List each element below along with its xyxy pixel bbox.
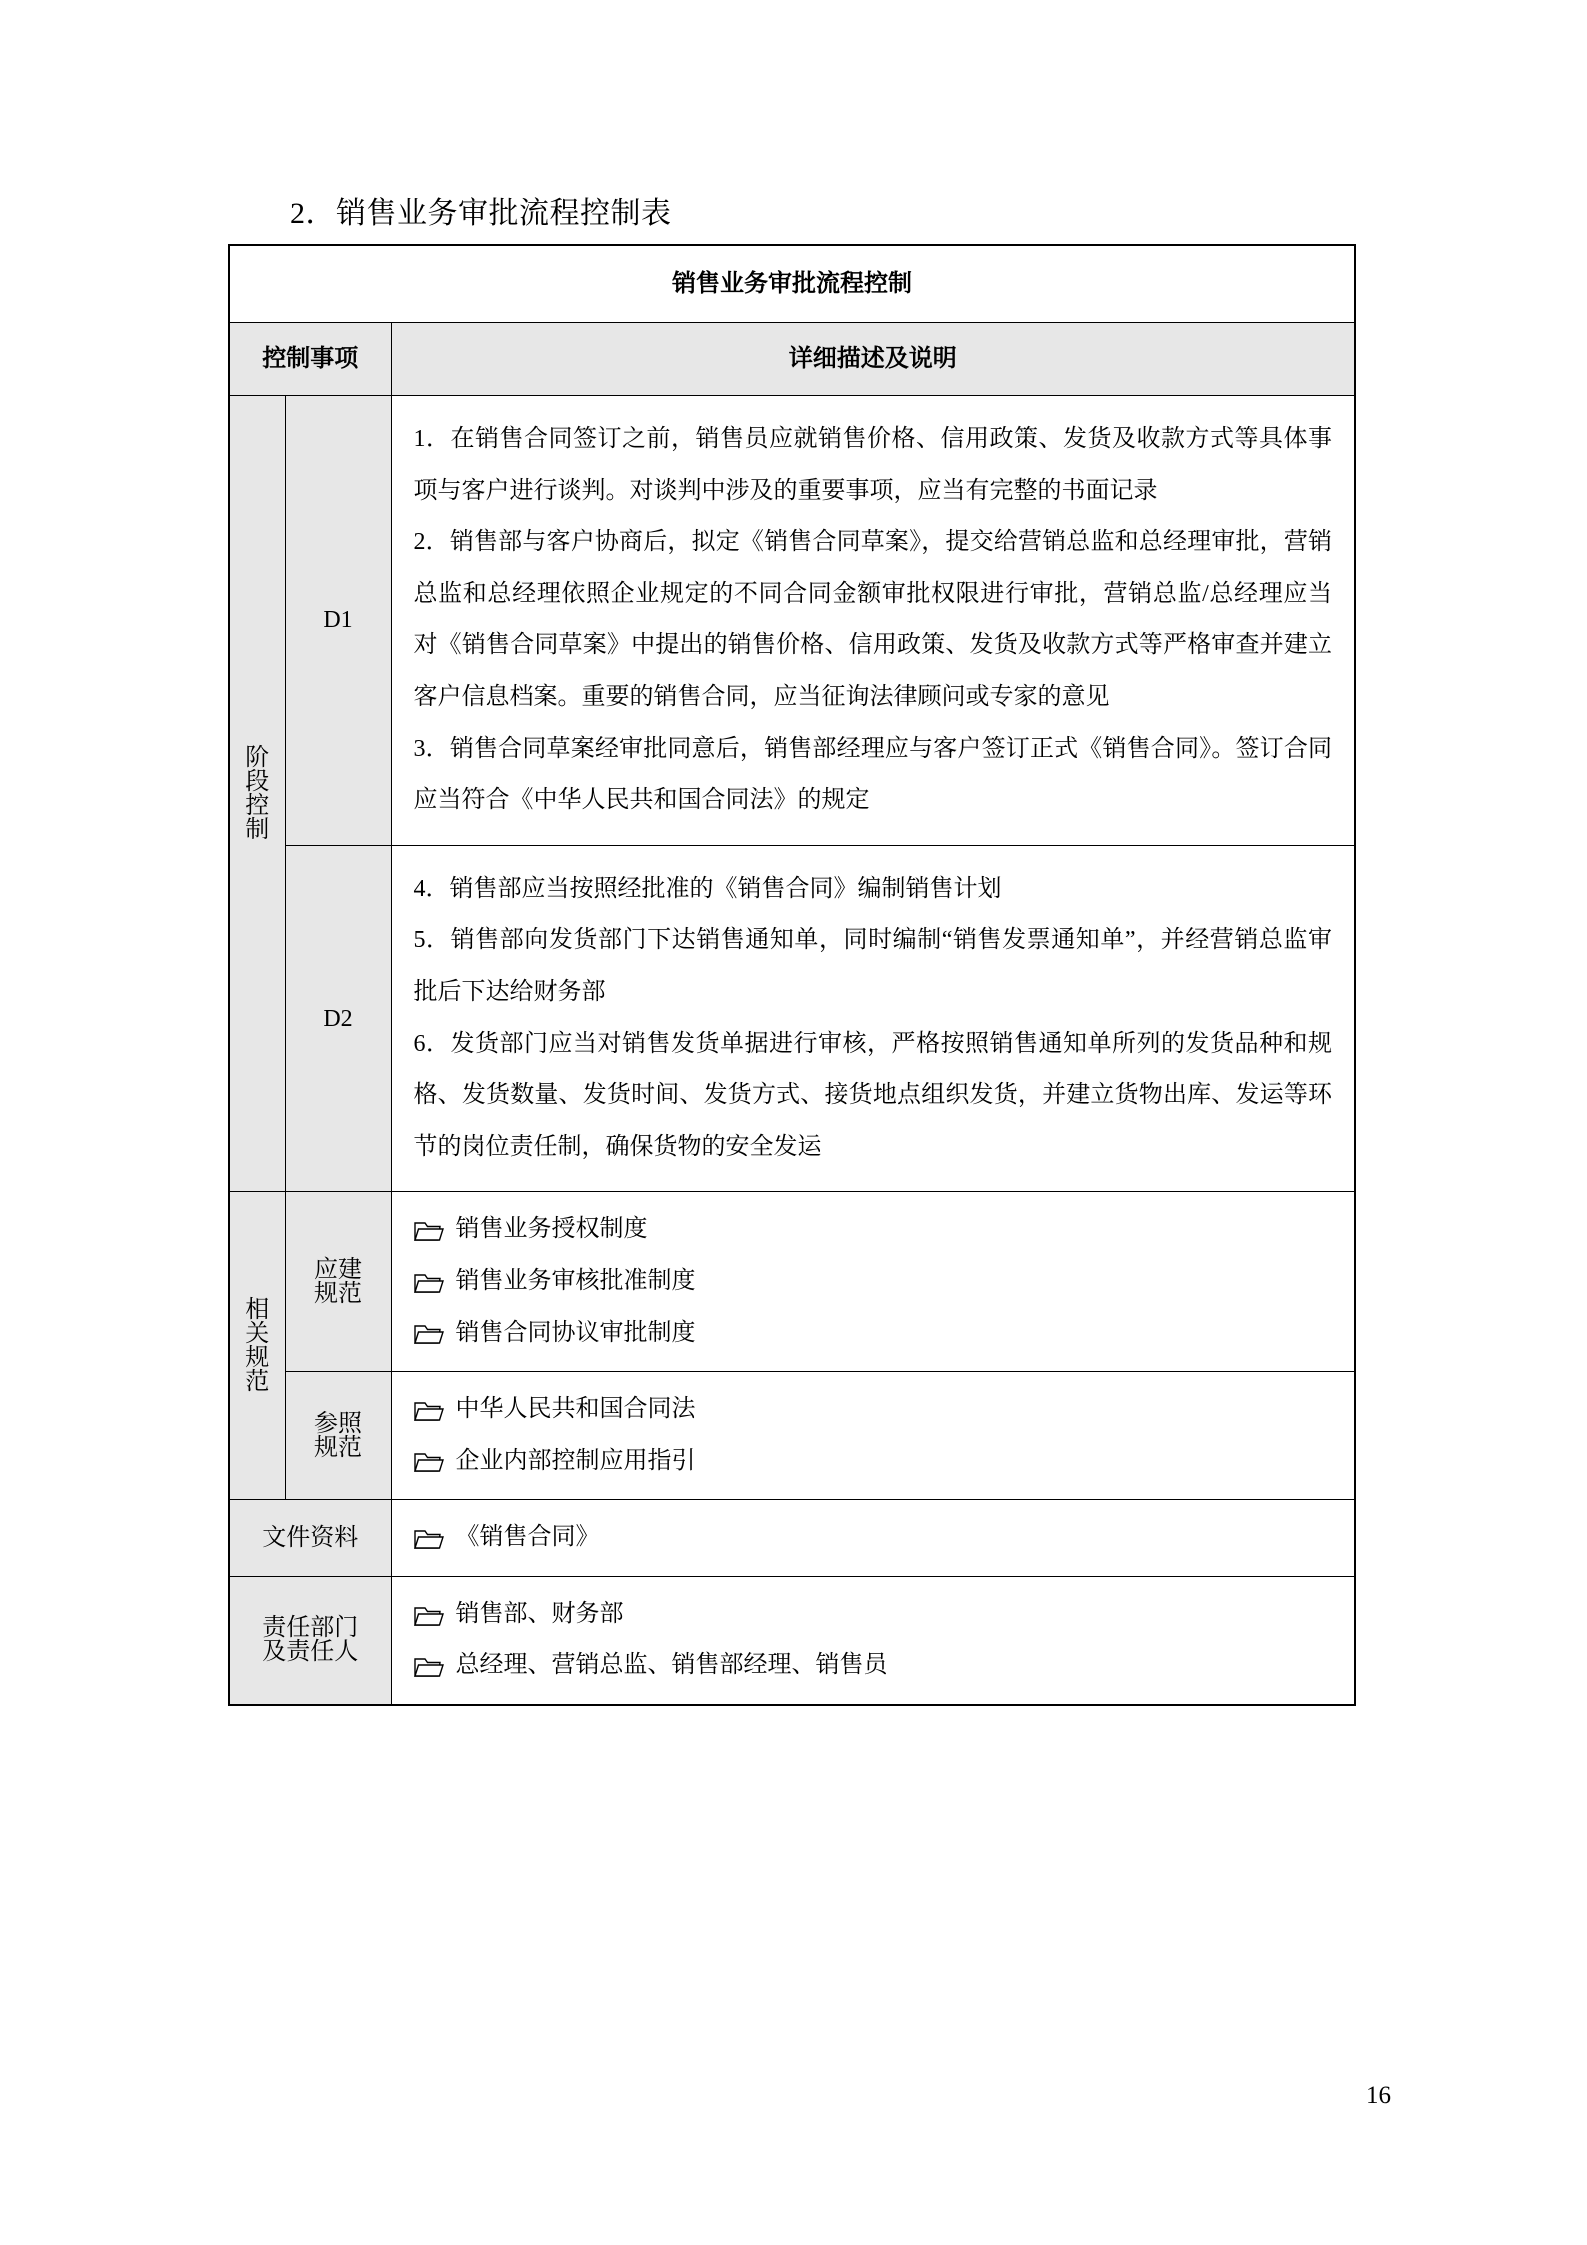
list-item — [414, 1384, 1333, 1436]
related-norms-char-4: 范 — [245, 1368, 270, 1395]
row-d1 — [229, 396, 1355, 846]
row-responsible — [229, 1576, 1355, 1705]
header-control-item: 控制事项 — [229, 323, 391, 396]
page-heading: 2．销售业务审批流程控制表 — [290, 197, 672, 230]
responsible-label — [229, 1576, 391, 1705]
related-norms-char-1: 相 — [245, 1296, 270, 1323]
folder-icon — [414, 1656, 444, 1678]
list-item-label: 销售业务审核批准制度 — [455, 1267, 696, 1294]
d2-paragraph-3: 6．发货部门应当对销售发货单据进行审核，严格按照销售通知单所列的发货品种和规格、发货数量、发货时间、发货方式、接货地点组织发货，并建立货物出库、发运等环节的岗位责任制，确保货物的安全发运 — [413, 1030, 1332, 1160]
page-number: 16 — [1366, 2082, 1391, 2109]
header-description: 详细描述及说明 — [391, 323, 1355, 396]
stage-control-char-4: 制 — [245, 816, 270, 843]
list-item — [414, 1589, 1333, 1641]
d2-paragraph-1: 4．销售部应当按照经批准的《销售合同》编制销售计划 — [413, 875, 1002, 902]
reference-norms-label — [285, 1372, 391, 1500]
documents-list — [391, 1500, 1355, 1577]
to-build-norms-list — [391, 1192, 1355, 1372]
list-item-label: 销售合同协议审批制度 — [455, 1319, 696, 1346]
list-item — [414, 1308, 1333, 1360]
list-item-label: 总经理、营销总监、销售部经理、销售员 — [455, 1652, 888, 1679]
folder-icon — [414, 1528, 444, 1550]
related-norms-char-3: 规 — [245, 1344, 270, 1371]
stage-control-char-2: 段 — [245, 768, 270, 795]
responsible-list — [391, 1576, 1355, 1705]
row-to-build-norms — [229, 1192, 1355, 1372]
table-header-row — [229, 323, 1355, 396]
folder-icon — [414, 1451, 444, 1473]
d1-paragraph-1: 1．在销售合同签订之前，销售员应就销售价格、信用政策、发货及收款方式等具体事项与客户进行谈判。对谈判中涉及的重要事项，应当有完整的书面记录 — [413, 426, 1332, 504]
related-norms-label — [229, 1192, 285, 1500]
responsible-label-line-1: 责任部门 — [262, 1615, 359, 1642]
reference-norms-label-line-1: 参照 — [314, 1410, 362, 1437]
folder-icon — [414, 1272, 444, 1294]
stage-control-label — [229, 396, 285, 1192]
d1-label: D1 — [285, 396, 391, 846]
folder-icon — [414, 1605, 444, 1627]
responsible-label-line-2: 及责任人 — [262, 1639, 359, 1666]
stage-control-char-3: 控 — [245, 792, 270, 819]
to-build-norms-label-line-1: 应建 — [314, 1256, 362, 1283]
d2-label: D2 — [285, 845, 391, 1192]
control-table-wrapper — [228, 244, 1356, 1706]
table-title-row — [229, 245, 1355, 323]
folder-icon — [414, 1400, 444, 1422]
folder-icon — [414, 1220, 444, 1242]
list-item-label: 销售业务授权制度 — [455, 1216, 648, 1243]
sales-approval-control-table — [228, 244, 1356, 1706]
to-build-norms-label-line-2: 规范 — [314, 1280, 362, 1307]
d2-paragraph-2: 5．销售部向发货部门下达销售通知单，同时编制“销售发票通知单”，并经营销总监审批后下达给财务部 — [413, 927, 1332, 1005]
d2-content — [391, 845, 1355, 1192]
list-item — [414, 1204, 1333, 1256]
d1-content — [391, 396, 1355, 846]
stage-control-char-1: 阶 — [245, 744, 270, 771]
list-item — [414, 1640, 1333, 1692]
row-documents — [229, 1500, 1355, 1577]
table-title: 销售业务审批流程控制 — [229, 245, 1355, 323]
reference-norms-label-line-2: 规范 — [314, 1434, 362, 1461]
reference-norms-list — [391, 1372, 1355, 1500]
list-item-label: 中华人民共和国合同法 — [455, 1396, 696, 1423]
list-item-label: 企业内部控制应用指引 — [455, 1447, 696, 1474]
list-item — [414, 1436, 1333, 1488]
list-item-label: 《销售合同》 — [455, 1524, 600, 1551]
list-item — [414, 1256, 1333, 1308]
related-norms-char-2: 关 — [245, 1320, 270, 1347]
to-build-norms-label — [285, 1192, 391, 1372]
folder-icon — [414, 1323, 444, 1345]
list-item — [414, 1512, 1333, 1564]
documents-label: 文件资料 — [229, 1500, 391, 1577]
d1-paragraph-2: 2．销售部与客户协商后，拟定《销售合同草案》，提交给营销总监和总经理审批，营销总监和总经理依照企业规定的不同合同金额审批权限进行审批，营销总监/总经理应当对《销售合同草案》中提出的销售价格、信用政策、发货及收款方式等严格审查并建立客户信息档案。重要的销售合同，应当征询法律顾问或专家的意见 — [413, 529, 1332, 710]
d1-paragraph-3: 3．销售合同草案经审批同意后，销售部经理应与客户签订正式《销售合同》。签订合同应当符合《中华人民共和国合同法》的规定 — [413, 735, 1332, 814]
row-d2 — [229, 845, 1355, 1192]
row-reference-norms — [229, 1372, 1355, 1500]
list-item-label: 销售部、财务部 — [455, 1600, 624, 1627]
